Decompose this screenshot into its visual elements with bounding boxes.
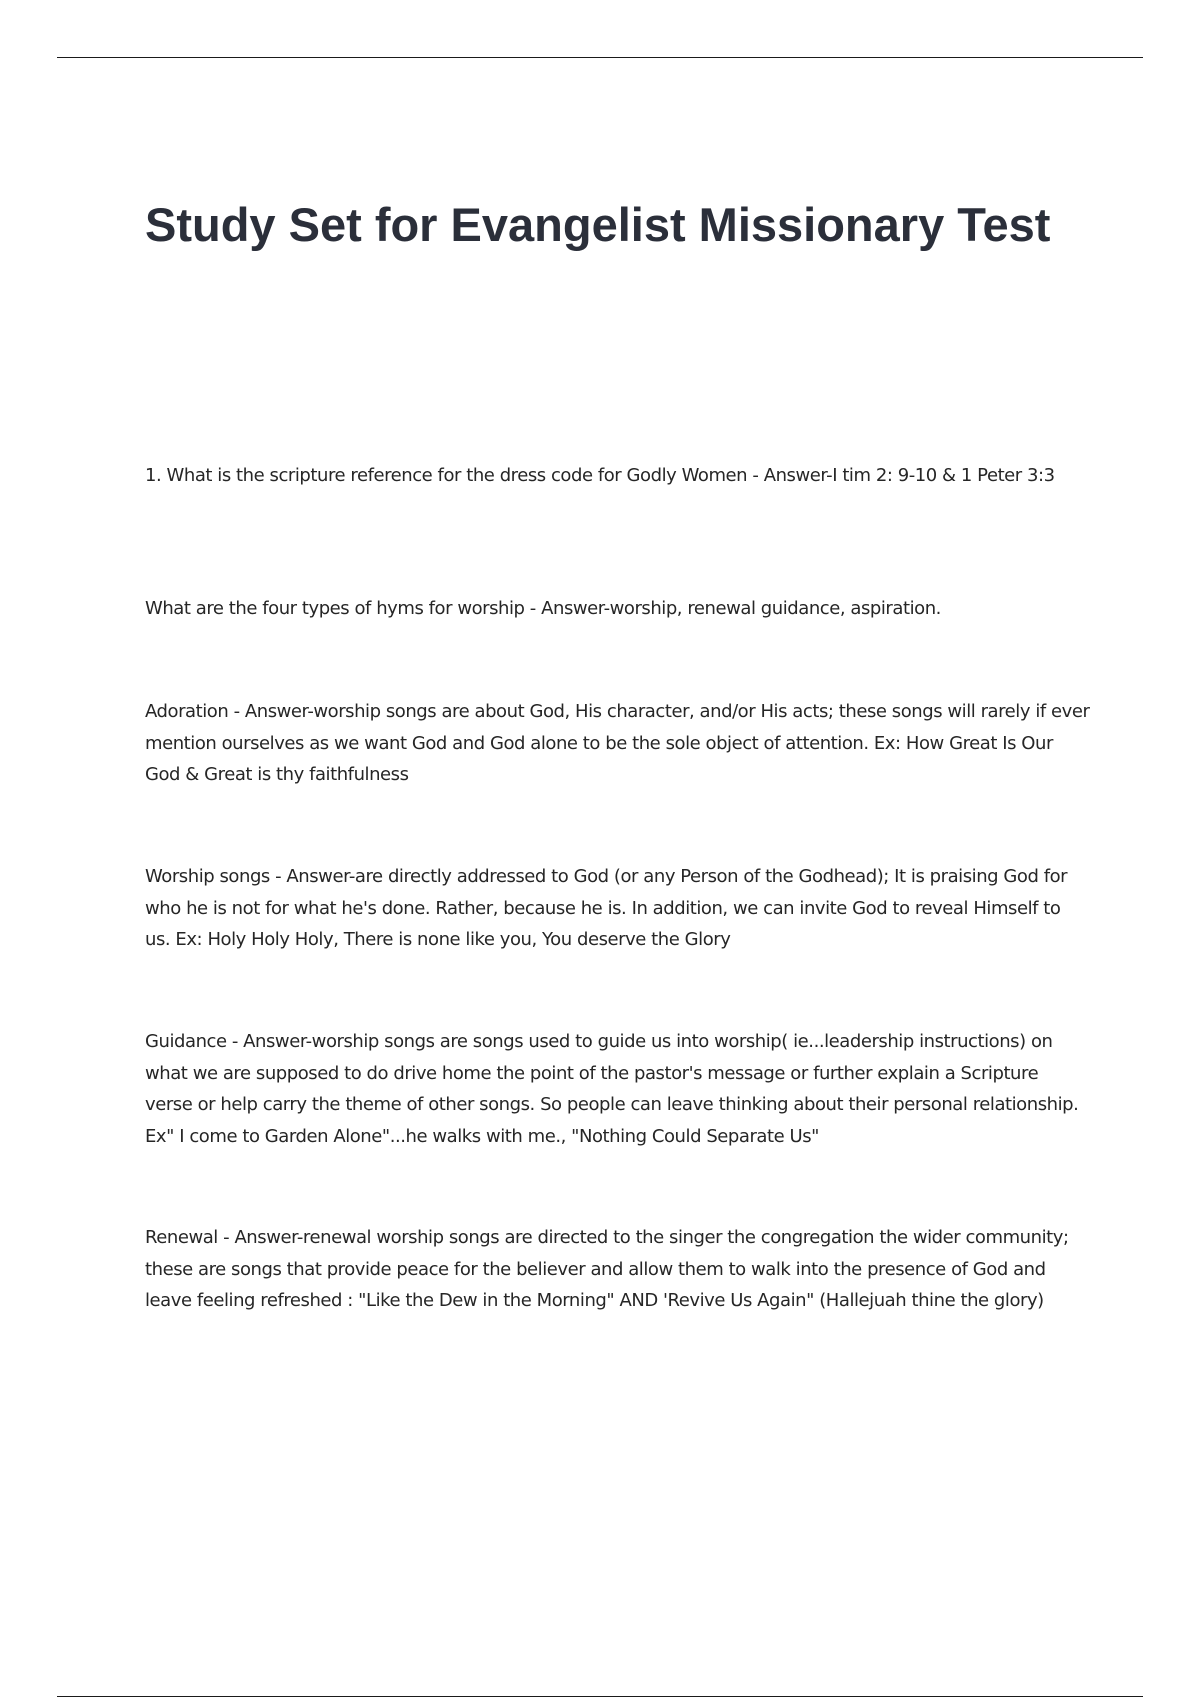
qa-entry-guidance: Guidance - Answer-worship songs are songs used to guide us into worship( ie...leadership instructions) on what we are supposed to do drive home the point of the pastor's message or further explain a Scripture verse or help carry the theme of other songs. So people can leave thinking about their personal relationship. Ex" I come to Garden Alone"...he walks with me., "Nothing Could Separate Us"	[145, 1031, 1079, 1147]
qa-entry-hymn-types: What are the four types of hyms for worship - Answer-worship, renewal guidance, aspiration.	[145, 598, 941, 619]
qa-entry-dress-code: 1. What is the scripture reference for the dress code for Godly Women - Answer-I tim 2: 9-10 & 1 Peter 3:3	[145, 465, 1055, 486]
top-rule	[57, 57, 1143, 58]
qa-entry-adoration: Adoration - Answer-worship songs are about God, His character, and/or His acts; these songs will rarely if ever mention ourselves as we want God and God alone to be the sole object of attention. Ex: How Great Is Our God & Great is thy faithfulness	[145, 701, 1090, 785]
qa-entry-worship-songs: Worship songs - Answer-are directly addressed to God (or any Person of the Godhead); It is praising God for who he is not for what he's done. Rather, because he is. In addition, we can invite God to reveal Himself to us. Ex: Holy Holy Holy, There is none like you, You deserve the Glory	[145, 866, 1068, 950]
qa-entry-renewal: Renewal - Answer-renewal worship songs are directed to the singer the congregation the wider community; these are songs that provide peace for the believer and allow them to walk into the presence of God and leave feeling refreshed : "Like the Dew in the Morning" AND 'Revive Us Again" (Hallejuah thine the glory)	[145, 1227, 1069, 1311]
page-title: Study Set for Evangelist Missionary Test	[145, 198, 1051, 251]
bottom-rule	[57, 1696, 1143, 1697]
